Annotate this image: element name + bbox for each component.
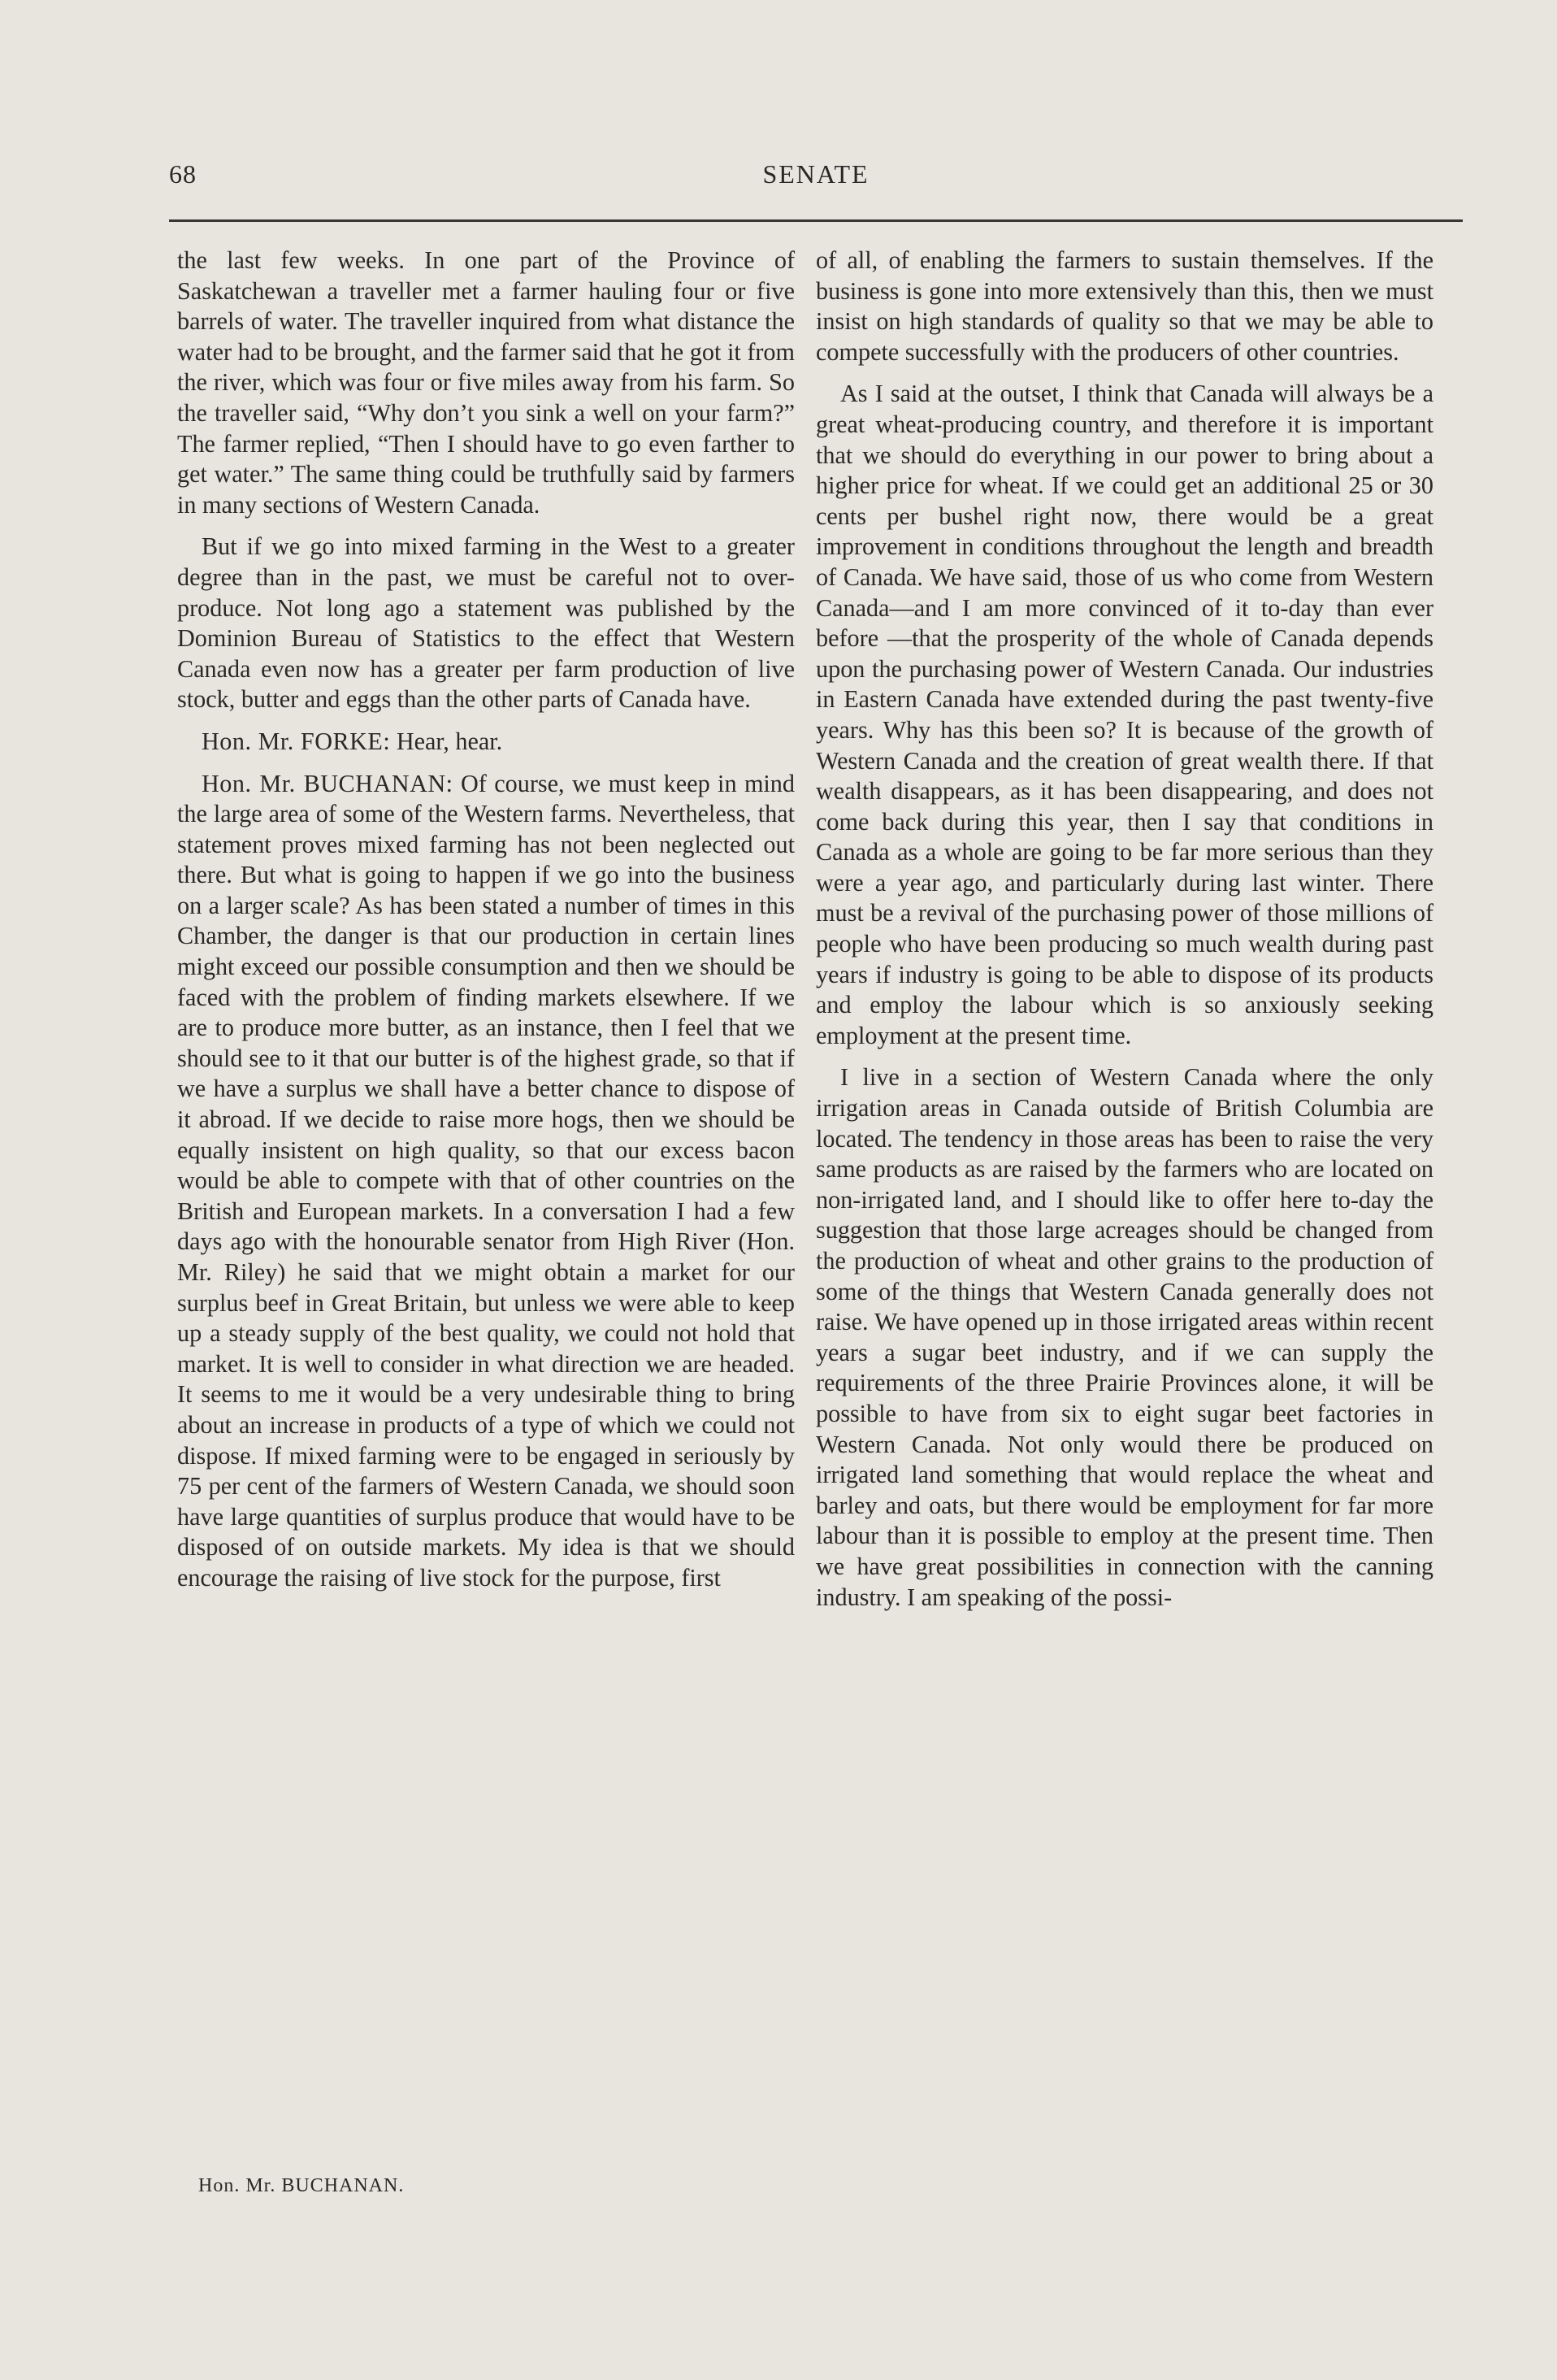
left-column (177, 245, 795, 1605)
right-column (816, 245, 1433, 1624)
speaker-name: Hon. Mr. FORKE: (202, 727, 391, 755)
speech (177, 727, 795, 758)
page-number: 68 (169, 159, 197, 189)
running-title: SENATE (762, 159, 870, 189)
paragraph: of all, of enabling the farmers to sustain themselves. If the business is gone into more extensively than this, then we must insist on high standards of quality so that we may be able to compete successfully with the producers of other countries. (816, 246, 1433, 366)
speech-text: Hear, hear. (396, 727, 503, 755)
header-rule (169, 219, 1463, 222)
paragraph: the last few weeks. In one part of the Province of Saskatchewan a traveller met a farmer hauling four or five barrels of water. The traveller inquired from what distance the water had to be brought, and the farmer said that he got it from the river, which was four or five miles away from his farm. So the traveller said, “Why don’t you sink a well on your farm?” The farmer replied, “Then I should have to go even farther to get water.” The same thing could be truthfully said by farmers in many sections of Western Canada. (177, 246, 795, 519)
paragraph: But if we go into mixed farming in the West to a greater degree than in the past, we must be careful not to over-produce. Not long ago a statement was published by the Dominion Bureau of Statistics to the effect that Western Canada even now has a greater per farm production of live stock, butter and eggs than the other parts of Canada have. (177, 532, 795, 714)
footer-speaker-note: Hon. Mr. BUCHANAN. (198, 2175, 405, 2196)
paragraph: As I said at the outset, I think that Canada will always be a great wheat-producing country, and therefore it is important that we should do everything in our power to bring about a higher price for wheat. If we could get an additional 25 or 30 cents per bushel right now, there would be a great improvement in conditions throughout the length and breadth of Canada. We have said, those of us who come from Western Canada—and I am more convinced of it to-day than ever before —that the prosperity of the whole of Canada depends upon the purchasing power of Western Canada. Our industries in Eastern Canada have extended during the past twenty-five years. Why has this been so? It is because of the growth of Western Canada and the creation of great wealth there. If that wealth disappears, as it has been disappearing, and does not come back during this year, then I say that conditions in Canada as a whole are going to be far more serious than they were a year ago, and particularly during last winter. There must be a revival of the purchasing power of those millions of people who have been producing so much wealth during past years if industry is going to be able to dispose of its products and employ the labour which is so anxiously seeking employment at the present time. (816, 380, 1433, 1049)
speech-text: Of course, we must keep in mind the large area of some of the Western farms. Nevertheless, that statement proves mixed farming has not been neglected out there. But what is going to happen if we go into the business on a larger scale? As has been stated a number of times in this Chamber, the danger is that our production in certain lines might exceed our possible consumption and then we should be faced with the problem of finding markets elsewhere. If we are to produce more butter, as an instance, then I feel that we should see to it that our butter is of the highest grade, so that if we have a surplus we shall have a better chance to dispose of it abroad. If we decide to raise more hogs, then we should be equally insistent on high quality, so that our excess bacon would be able to compete with that of other countries on the British and European markets. In a conversation I had a few days ago with the honourable senator from High River (Hon. Mr. Riley) he said that we might obtain a market for our surplus beef in Great Britain, but unless we were able to keep up a steady supply of the best quality, we could not hold that market. It is well to consider in what direction we are headed. It seems to me it would be a very undesirable thing to bring about an increase in products of a type of which we could not dispose. If mixed farming were to be engaged in seriously by 75 per cent of the farmers of Western Canada, we should soon have large quantities of surplus produce that would have to be disposed of on outside markets. My idea is that we should encourage the raising of live stock for the purpose, first (177, 769, 795, 1592)
paragraph: I live in a section of Western Canada where the only irrigation areas in Canada outside of British Columbia are located. The tendency in those areas has been to raise the very same products as are raised by the farmers who are located on non-irrigated land, and I should like to offer here to-day the suggestion that those large acreages should be changed from the production of wheat and other grains to the production of some of the things that Western Canada generally does not raise. We have opened up in those irrigated areas within recent years a sugar beet industry, and if we can supply the requirements of the three Prairie Provinces alone, it will be possible to have from six to eight sugar beet factories in Western Canada. Not only would there be produced on irrigated land something that would replace the wheat and barley and oats, but there would be employment for far more labour than it is possible to employ at the present time. Then we have great possibilities in connection with the canning industry. I am speaking of the possi- (816, 1063, 1433, 1611)
speaker-name: Hon. Mr. BUCHANAN: (202, 769, 453, 797)
speech (177, 769, 795, 1594)
page-header (169, 159, 1463, 200)
